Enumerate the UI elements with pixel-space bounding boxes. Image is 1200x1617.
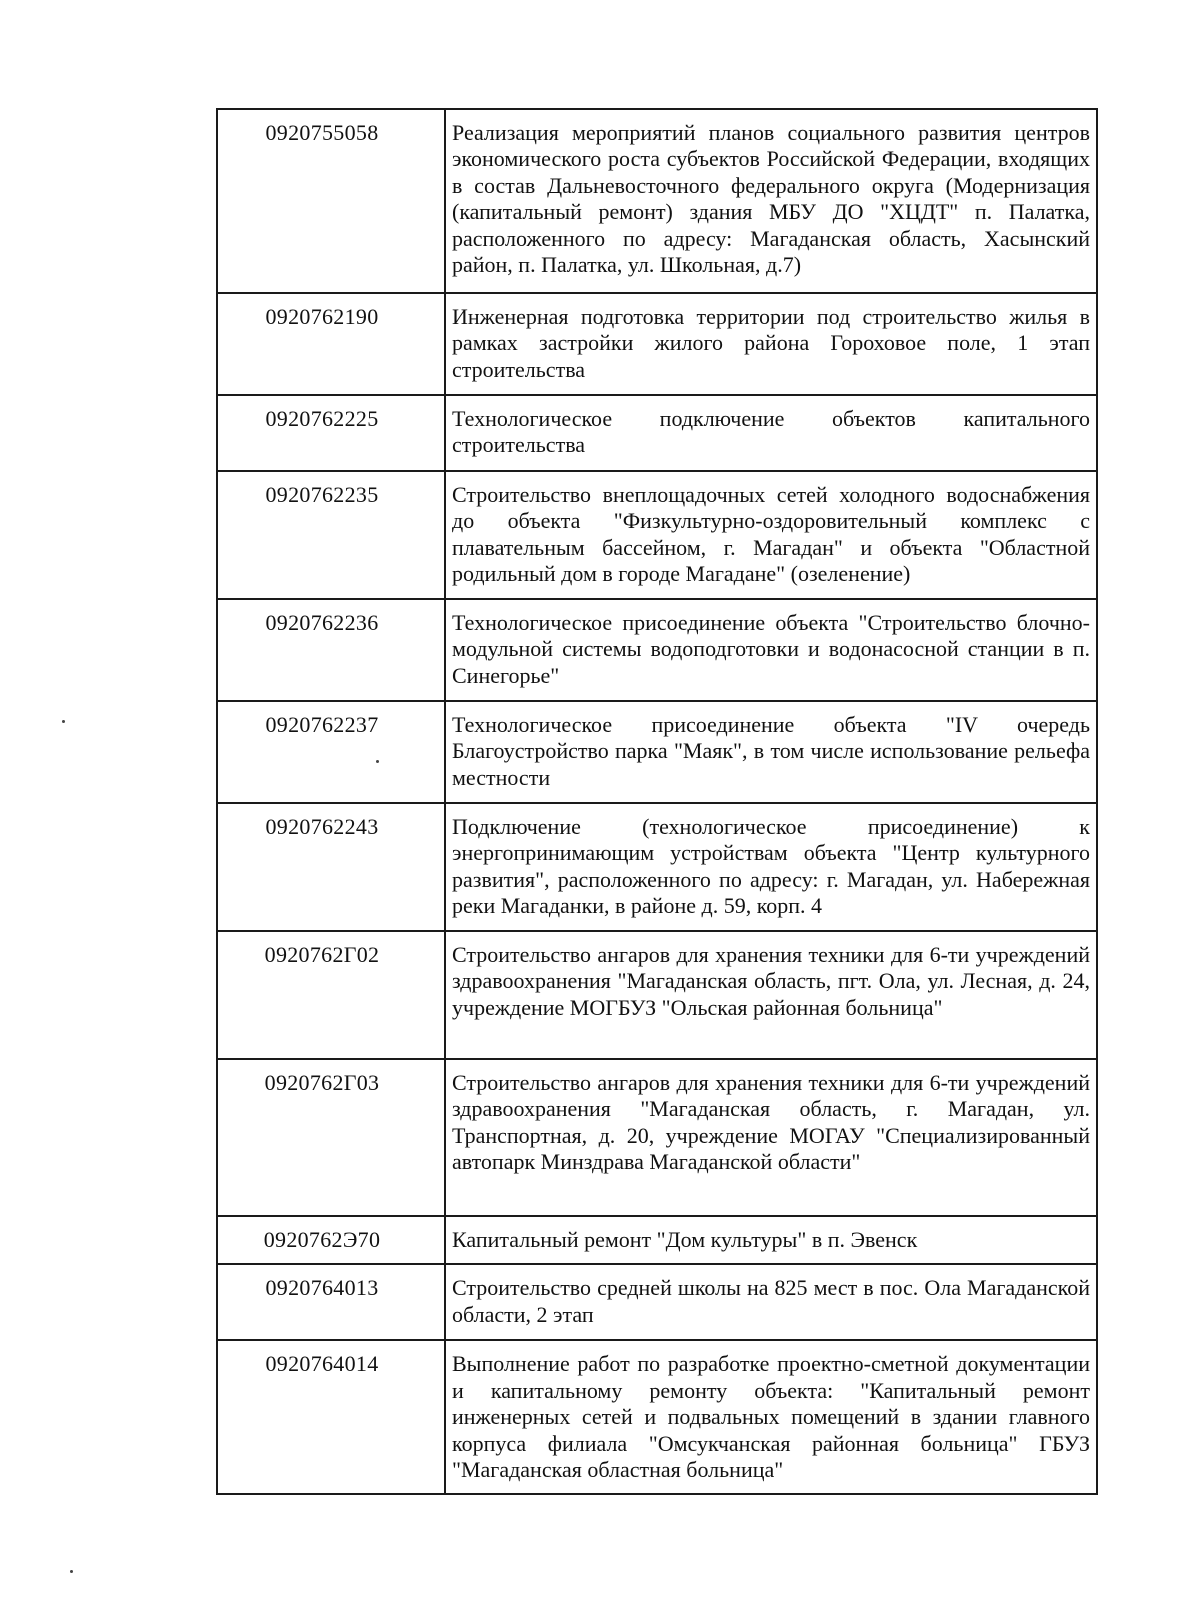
budget-code-table <box>216 108 1098 1495</box>
row-description: Инженерная подготовка территории под строительство жилья в рамках застройки жилого района Гороховое поле, 1 этап строительства <box>445 293 1097 395</box>
row-code: 0920762243 <box>217 803 445 931</box>
row-description: Технологическое подключение объектов капитального строительства <box>445 395 1097 471</box>
scan-speck <box>70 1570 73 1573</box>
row-code: 0920762190 <box>217 293 445 395</box>
table-row <box>217 931 1097 1059</box>
row-code: 0920764013 <box>217 1264 445 1340</box>
row-description: Строительство ангаров для хранения техники для 6-ти учреждений здравоохранения "Магаданская область, пгт. Ола, ул. Лесная, д. 24, учреждение МОГБУЗ "Ольская районная больница" <box>445 931 1097 1059</box>
row-code: 0920764014 <box>217 1340 445 1494</box>
row-code: 0920762225 <box>217 395 445 471</box>
row-description: Реализация мероприятий планов социального развития центров экономического роста субъектов Российской Федерации, входящих в состав Дальневосточного федерального округа (Модернизация (капитальный ремонт) здания МБУ ДО "ХЦДТ" п. Палатка, расположенного по адресу: Магаданская область, Хасынский район, п. Палатка, ул. Школьная, д.7) <box>445 109 1097 293</box>
row-description: Выполнение работ по разработке проектно-сметной документации и капитальному ремонту объекта: "Капитальный ремонт инженерных сетей и подвальных помещений в здании главного корпуса филиала "Омсукчанская районная больница" ГБУЗ "Магаданская областная больница" <box>445 1340 1097 1494</box>
table-row <box>217 471 1097 599</box>
table-row <box>217 1264 1097 1340</box>
row-code: 0920762Г03 <box>217 1059 445 1216</box>
row-code: 0920755058 <box>217 109 445 293</box>
row-description: Капитальный ремонт "Дом культуры" в п. Эвенск <box>445 1216 1097 1264</box>
row-code: 0920762Э70 <box>217 1216 445 1264</box>
table-row <box>217 701 1097 803</box>
scan-speck <box>376 760 379 763</box>
row-description: Строительство внеплощадочных сетей холодного водоснабжения до объекта "Физкультурно-оздоровительный комплекс с плавательным бассейном, г. Магадан" и объекта "Областной родильный дом в городе Магадане" (озеленение) <box>445 471 1097 599</box>
row-code: 0920762235 <box>217 471 445 599</box>
table-row <box>217 395 1097 471</box>
row-description: Подключение (технологическое присоединение) к энергопринимающим устройствам объекта "Центр культурного развития", расположенного по адресу: г. Магадан, ул. Набережная реки Магаданки, в районе д. 59, корп. 4 <box>445 803 1097 931</box>
scan-speck <box>62 720 65 723</box>
row-code: 0920762Г02 <box>217 931 445 1059</box>
row-description: Технологическое присоединение объекта "Строительство блочно-модульной системы водоподготовки и водонасосной станции в п. Синегорье" <box>445 599 1097 701</box>
table-row <box>217 803 1097 931</box>
row-description: Технологическое присоединение объекта "IV очередь Благоустройство парка "Маяк", в том числе использование рельефа местности <box>445 701 1097 803</box>
row-code: 0920762237 <box>217 701 445 803</box>
row-code: 0920762236 <box>217 599 445 701</box>
table-row <box>217 109 1097 293</box>
table-row <box>217 599 1097 701</box>
table-row <box>217 1059 1097 1216</box>
row-description: Строительство ангаров для хранения техники для 6-ти учреждений здравоохранения "Магаданская область, г. Магадан, ул. Транспортная, д. 20, учреждение МОГАУ "Специализированный автопарк Минздрава Магаданской области" <box>445 1059 1097 1216</box>
table-row <box>217 293 1097 395</box>
row-description: Строительство средней школы на 825 мест в пос. Ола Магаданской области, 2 этап <box>445 1264 1097 1340</box>
table-row <box>217 1216 1097 1264</box>
table-row <box>217 1340 1097 1494</box>
